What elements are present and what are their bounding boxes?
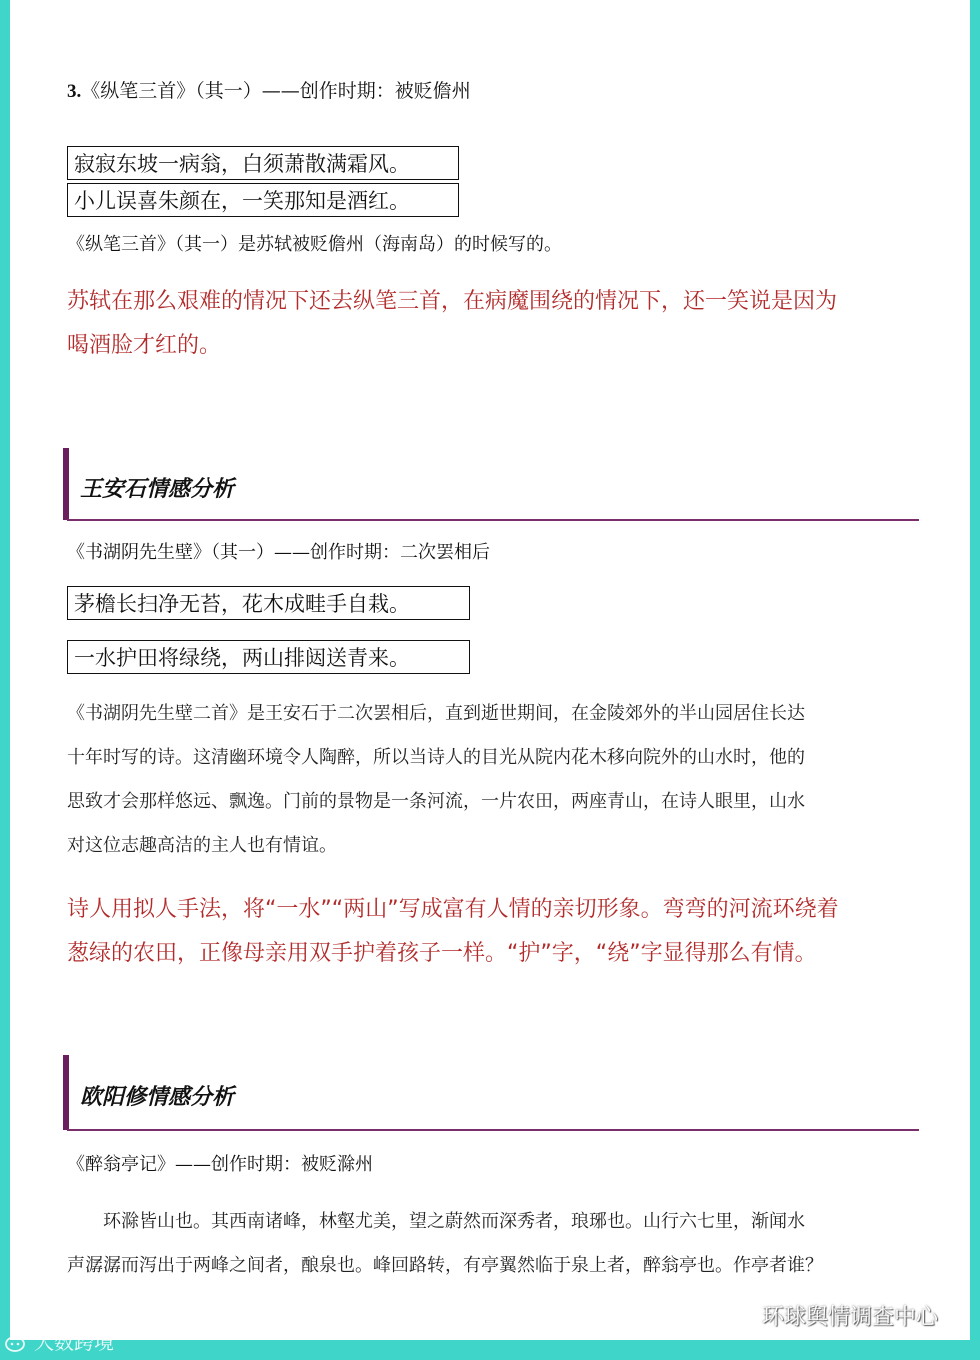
analysis-text: 苏轼在那么艰难的情况下还去纵笔三首，在病魔围绕的情况下，还一笑说是因为 喝酒脸才红的。 [67,289,838,358]
section-heading: 3.《纵笔三首》（其一）——创作时期：被贬儋州 [67,80,471,102]
section-title: 王安石情感分析 [80,477,235,502]
section-divider [67,1129,919,1131]
poem-line: 小儿误喜朱颜在，一笑那知是酒红。 [67,183,459,217]
section-divider [67,519,919,521]
section-accent-bar [63,1055,69,1130]
chat-bubble-icon [4,1334,30,1354]
poem-line: 一水护田将绿绕，两山排闼送青来。 [67,640,470,674]
section-title: 欧阳修情感分析 [80,1085,235,1110]
document-page [10,0,970,1340]
poem-line: 茅檐长扫净无苔，花木成畦手自栽。 [67,586,470,620]
paragraph: 《书湖阴先生壁二首》是王安石于二次罢相后，直到逝世期间，在金陵郊外的半山园居住长达 十年时写的诗。这清幽环境令人陶醉，所以当诗人的目光从院内花木移向院外的山水时，他的 思致才会那样悠远、飘逸。门前的景物是一条河流，一片农田，两座青山，在诗人眼里，山水 对这位志趣高洁的主人也有情谊。 [67,703,805,856]
watermark-left: 大数跨境 [4,1326,114,1355]
section-accent-bar [63,448,69,520]
analysis-text: 诗人用拟人手法，将“一水”“两山”写成富有人情的亲切形象。弯弯的河流环绕着 葱绿的农田，正像母亲用双手护着孩子一样。“护”字，“绕”字显得那么有情。 [67,897,839,966]
section-subheading: 《醉翁亭记》——创作时期：被贬滁州 [67,1154,373,1175]
section-subheading: 《书湖阴先生壁》（其一）——创作时期：二次罢相后 [67,542,490,563]
paragraph: 环滁皆山也。其西南诸峰，林壑尤美，望之蔚然而深秀者，琅琊也。山行六七里，渐闻水 声潺潺而泻出于两峰之间者，酿泉也。峰回路转，有亭翼然临于泉上者，醉翁亭也。作亭者谁？ [67,1211,823,1276]
wechat-icon [732,1308,758,1328]
poem-note: 《纵笔三首》（其一）是苏轼被贬儋州（海南岛）的时候写的。 [67,234,562,255]
watermark-right: 环球舆情调查中心 [732,1300,938,1331]
poem-line: 寂寂东坡一病翁，白须萧散满霜风。 [67,146,459,180]
